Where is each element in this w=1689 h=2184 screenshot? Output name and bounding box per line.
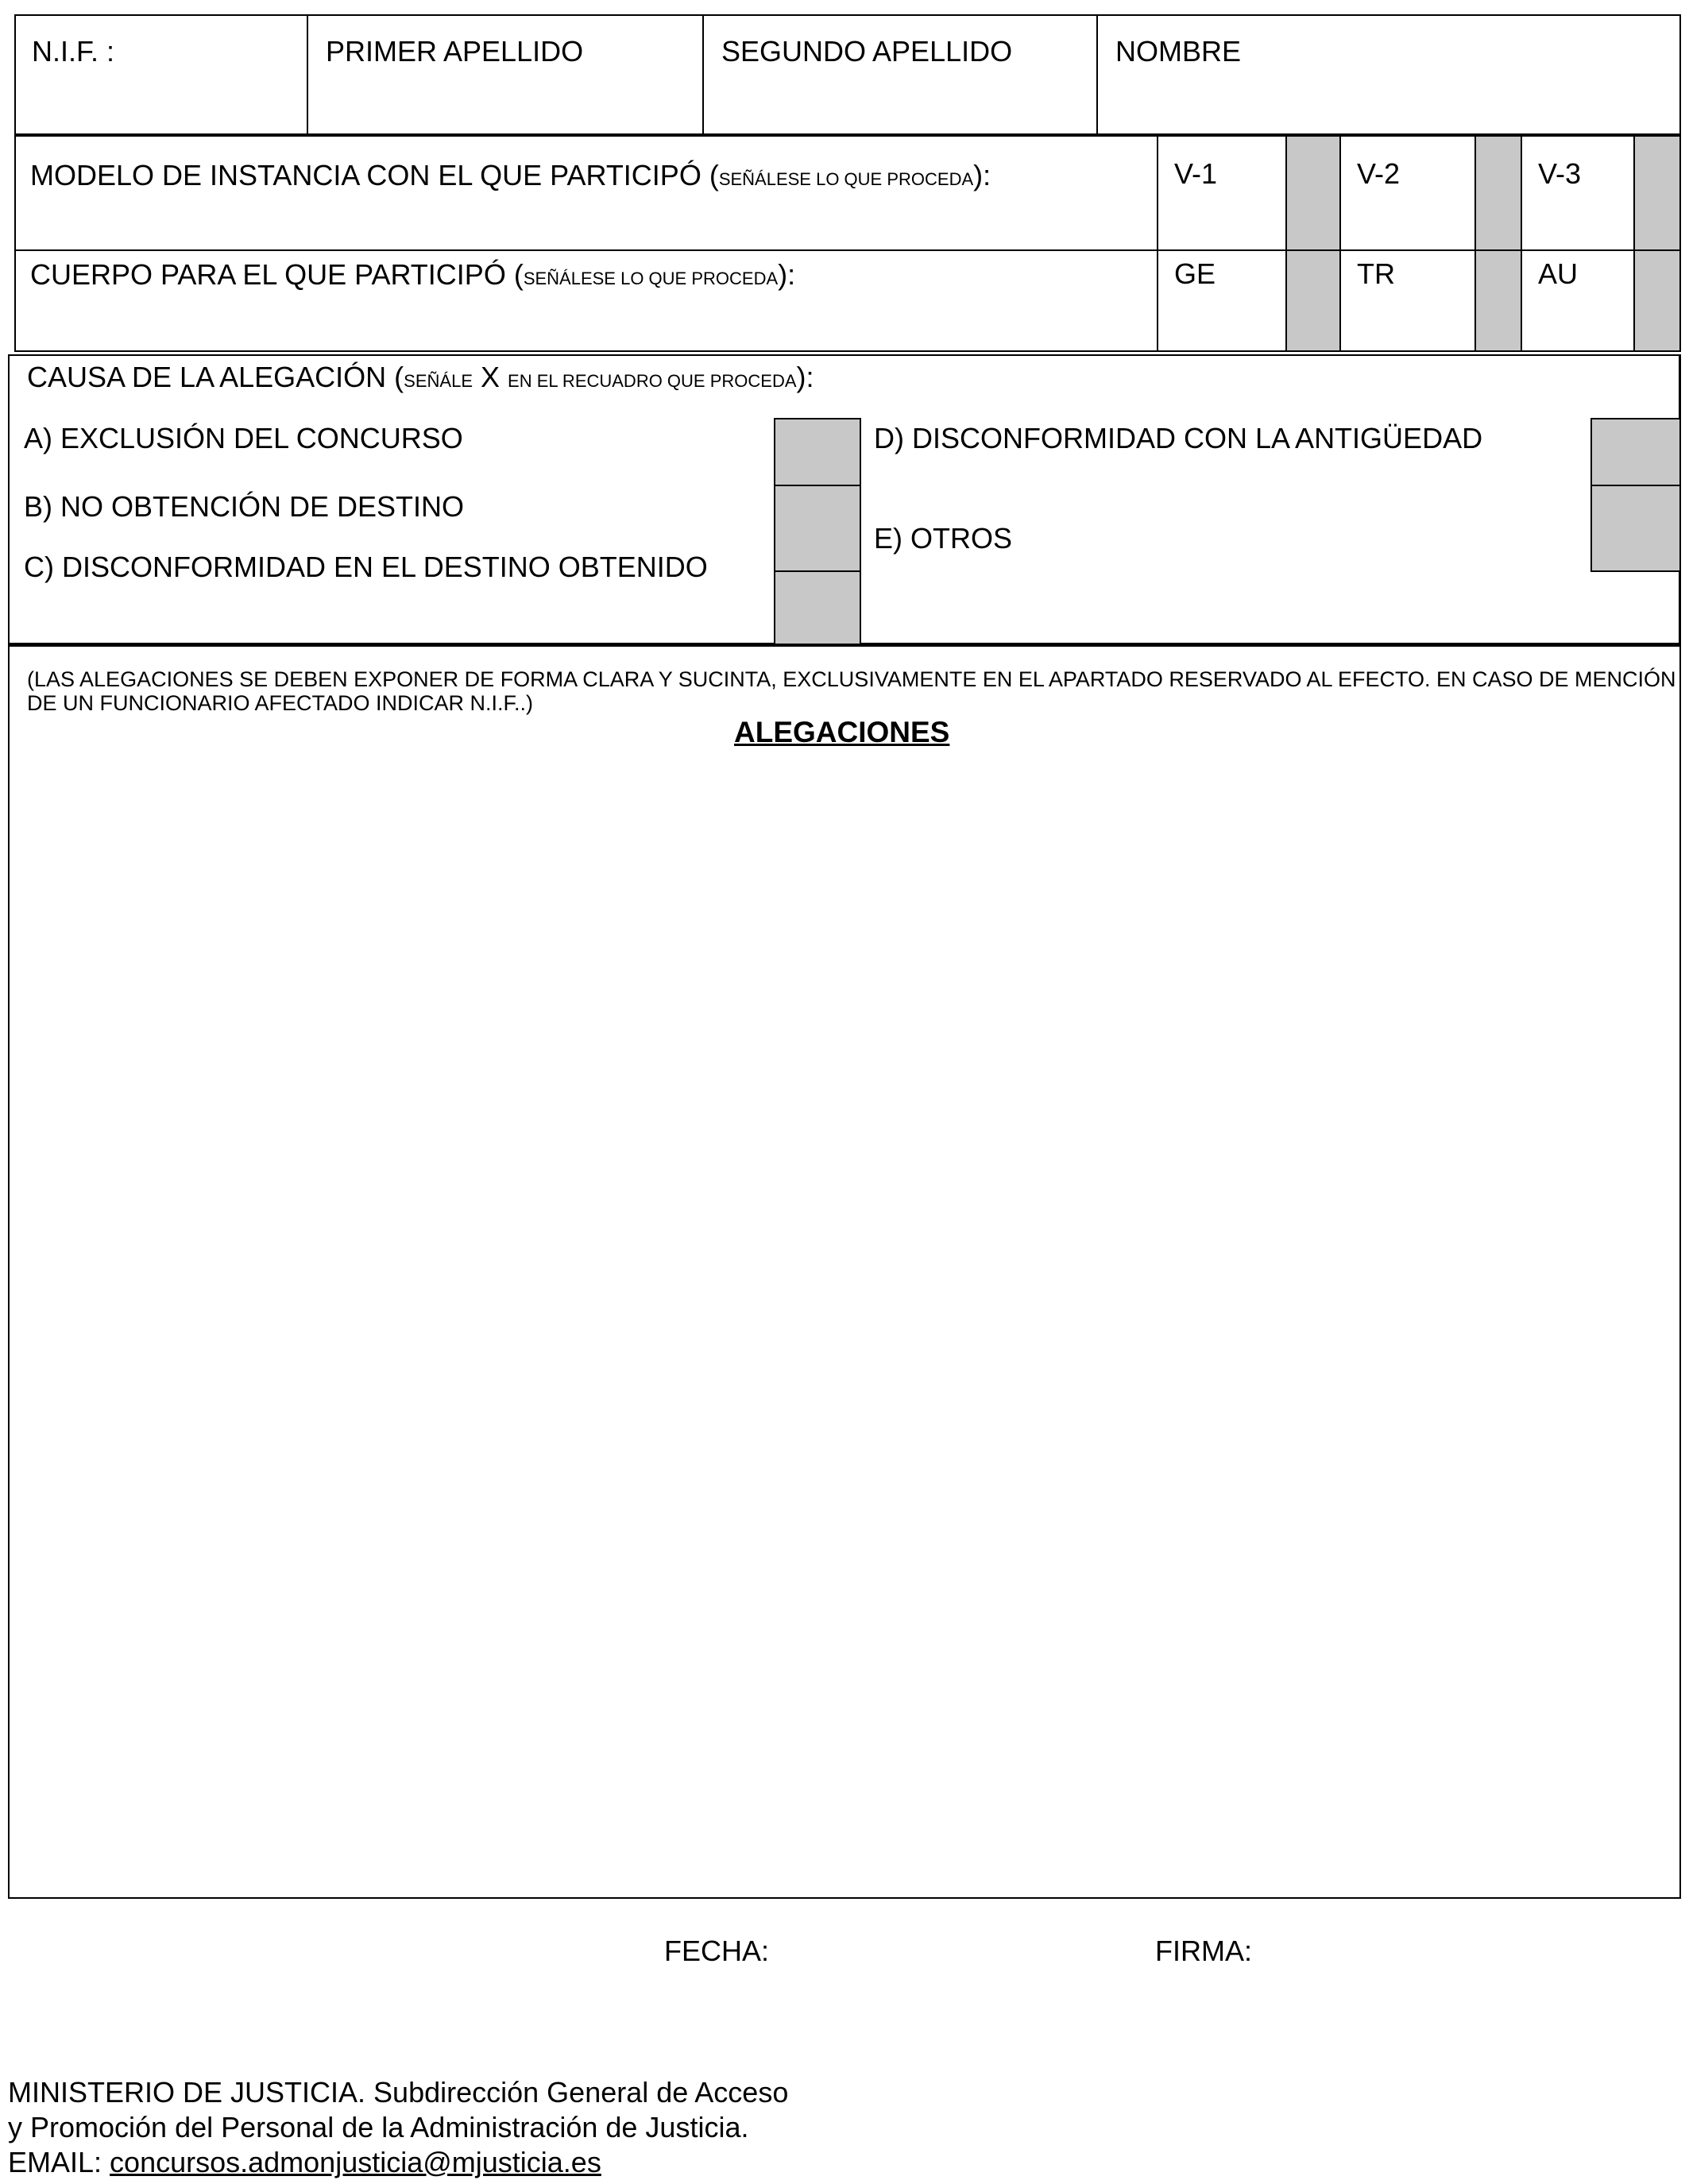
nif-field-label[interactable]: N.I.F. : [32, 35, 115, 68]
divider [307, 14, 308, 135]
causa-close: ): [796, 361, 814, 393]
divider [702, 14, 704, 135]
option-v1: V-1 [1174, 157, 1218, 190]
causa-option-d: D) DISCONFORMIDAD CON LA ANTIGÜEDAD [874, 422, 1483, 454]
segundo-apellido-field-label[interactable]: SEGUNDO APELLIDO [721, 35, 1013, 68]
au-checkbox[interactable] [1635, 251, 1679, 350]
cuerpo-hint: SEÑÁLESE LO QUE PROCEDA [523, 269, 779, 288]
divider [14, 249, 1681, 251]
divider [1157, 133, 1158, 352]
option-v3: V-3 [1538, 157, 1582, 190]
email-line [8, 2148, 601, 2177]
option-v2: V-2 [1357, 157, 1401, 190]
checkbox-b[interactable] [774, 485, 861, 572]
alegaciones-instructions-1: (LAS ALEGACIONES SE DEBEN EXPONER DE FORMA CLARA Y SUCINTA, EXCLUSIVAMENTE EN EL APARTADO RESERVADO AL EFECTO. EN CASO DE MENCIÓN [27, 667, 1676, 691]
divider [1096, 14, 1098, 135]
causa-x: X [481, 361, 501, 393]
tr-checkbox[interactable] [1476, 251, 1521, 350]
checkbox-e[interactable] [1590, 485, 1681, 572]
modelo-hint: SEÑÁLESE LO QUE PROCEDA [718, 169, 974, 189]
ge-checkbox[interactable] [1287, 251, 1339, 350]
causa-option-e: E) OTROS [874, 522, 1013, 555]
header-row [14, 14, 1681, 135]
option-ge: GE [1174, 257, 1216, 290]
alegaciones-title: ALEGACIONES [734, 716, 950, 748]
divider [1521, 133, 1522, 352]
alegaciones-textarea[interactable] [8, 645, 1681, 1899]
ministerio-line-2: y Promoción del Personal de la Administración de Justicia. [8, 2111, 749, 2143]
option-tr: TR [1357, 257, 1395, 290]
causa-option-c: C) DISCONFORMIDAD EN EL DESTINO OBTENIDO [24, 551, 708, 583]
alegaciones-instructions-2: DE UN FUNCIONARIO AFECTADO INDICAR N.I.F..) [27, 691, 534, 715]
email-link[interactable]: concursos.admonjusticia@mjusticia.es [110, 2146, 601, 2178]
v1-checkbox[interactable] [1287, 137, 1339, 249]
causa-option-a: A) EXCLUSIÓN DEL CONCURSO [24, 422, 463, 454]
causa-label [27, 363, 814, 392]
causa-hint-2: EN EL RECUADRO QUE PROCEDA [508, 371, 797, 391]
v2-checkbox[interactable] [1476, 137, 1521, 249]
v3-checkbox[interactable] [1635, 137, 1679, 249]
checkbox-a[interactable] [774, 418, 861, 486]
causa-hint-1: SEÑÁLE [404, 371, 473, 391]
checkbox-c[interactable] [774, 570, 861, 645]
modelo-label-text: MODELO DE INSTANCIA CON EL QUE PARTICIPÓ ( [30, 159, 719, 191]
modelo-label [30, 161, 991, 190]
cuerpo-label [30, 258, 796, 291]
checkbox-d[interactable] [1590, 418, 1681, 486]
nombre-field-label[interactable]: NOMBRE [1115, 35, 1242, 68]
primer-apellido-field-label[interactable]: PRIMER APELLIDO [326, 35, 584, 68]
option-au: AU [1538, 257, 1579, 290]
divider [1339, 133, 1341, 352]
causa-option-b: B) NO OBTENCIÓN DE DESTINO [24, 490, 465, 523]
modelo-close: ): [973, 159, 991, 191]
firma-label: FIRMA: [1155, 1935, 1252, 1967]
cuerpo-close: ): [778, 258, 796, 291]
email-label: EMAIL: [8, 2146, 110, 2178]
fecha-label: FECHA: [664, 1935, 770, 1967]
causa-label-text: CAUSA DE LA ALEGACIÓN ( [27, 361, 404, 393]
ministerio-line-1: MINISTERIO DE JUSTICIA. Subdirección General de Acceso [8, 2076, 789, 2109]
cuerpo-label-text: CUERPO PARA EL QUE PARTICIPÓ ( [30, 258, 524, 291]
